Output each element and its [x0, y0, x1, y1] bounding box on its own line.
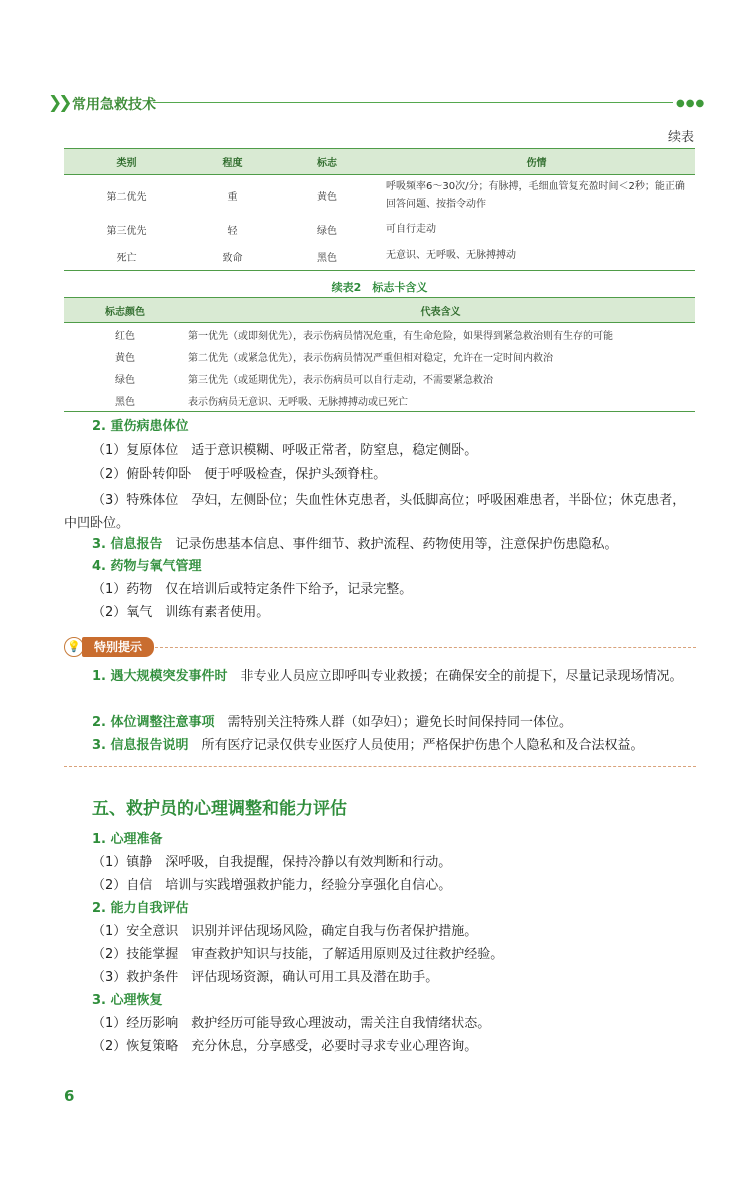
section-heading: 2. 能力自我评估: [92, 901, 189, 916]
list-item: （2）自信 培训与实践增强救护能力，经验分享强化自信心。: [92, 878, 452, 893]
table-row: [64, 243, 695, 271]
table-cell: 呼吸频率6～30次/分；有脉搏，毛细血管复充盈时间＜2秒；能正确回答问题、按指令动作: [386, 180, 685, 210]
table-cell: 致命: [222, 252, 243, 264]
section-heading: 1. 心理准备: [92, 832, 163, 847]
table-cell: 第二优先（或紧急优先），表示伤病员情况严重但相对稳定，允许在一定时间内救治: [188, 352, 553, 364]
header-rule: [153, 102, 673, 103]
table-row: [64, 345, 695, 367]
list-item: （1）镇静 深呼吸，自我提醒，保持冷静以有效判断和行动。: [92, 855, 452, 870]
tag-meaning-table: [64, 297, 695, 412]
table-cell: 红色: [115, 330, 135, 342]
page-number: 6: [64, 1087, 75, 1105]
table-cell: 表示伤病员无意识、无呼吸、无脉搏搏动或已死亡: [188, 396, 408, 408]
list-item: （2）恢复策略 充分休息，分享感受，必要时寻求专业心理咨询。: [92, 1039, 478, 1054]
section-title: 五、救护员的心理调整和能力评估: [92, 799, 347, 819]
chevron-right-icon: ❯❯: [48, 93, 69, 113]
col-header: 类别: [64, 149, 189, 175]
table-cell: 第一优先（或即刻优先），表示伤病员情况危重，有生命危险，如果得到紧急救治则有生存的可能: [188, 330, 613, 342]
table-cell: 第三优先: [106, 226, 147, 237]
list-item: （1）经历影响 救护经历可能导致心理波动，需关注自我情绪状态。: [92, 1016, 491, 1031]
table-row: [64, 217, 695, 243]
table-cell: 第三优先（或延期优先），表示伤病员可以自行走动，不需要紧急救治: [188, 374, 493, 386]
header-dots: ●●●: [676, 98, 706, 109]
table-row: [64, 175, 695, 217]
table-cell: 第二优先: [106, 192, 147, 204]
tip-item: 2. 体位调整注意事项 需特别关注特殊人群（如孕妇）；避免长时间保持同一体位。: [92, 715, 573, 730]
tip-item: 1. 遇大规模突发事件时 非专业人员应立即呼叫专业救援；在确保安全的前提下，尽量记录现场情况。: [92, 669, 683, 684]
lightbulb-icon: 💡: [64, 637, 84, 657]
table-cell: 黄色: [115, 352, 135, 364]
col-header: 标志: [276, 149, 378, 175]
continued-label: 续表: [667, 130, 694, 145]
table-caption: 续表2 标志卡含义: [331, 281, 428, 294]
tip-bottom-divider: [64, 766, 696, 767]
paragraph: 3. 信息报告 记录伤患基本信息、事件细节、救护流程、药物使用等，注意保护伤患隐私。: [92, 537, 618, 552]
list-item: （1）药物 仅在培训后或特定条件下给予，记录完整。: [92, 582, 413, 597]
table-cell: 绿色: [317, 226, 337, 237]
table-header-row: [64, 149, 695, 175]
col-header: 伤情: [378, 149, 695, 175]
table-cell: 黑色: [115, 396, 135, 408]
tip-divider: [155, 647, 696, 648]
section-heading: 4. 药物与氧气管理: [92, 559, 202, 574]
col-header: 标志颜色: [64, 298, 186, 323]
list-item: （2）氧气 训练有素者使用。: [92, 605, 270, 620]
table-header-row: [64, 298, 695, 323]
list-item: （2）俯卧转仰卧 便于呼吸检查，保护头颈脊柱。: [92, 467, 387, 482]
running-header-title: 常用急救技术: [72, 97, 156, 113]
table-cell: 无意识、无呼吸、无脉搏搏动: [386, 250, 516, 262]
table-cell: 死亡: [116, 252, 137, 264]
tip-badge: 特别提示: [82, 637, 154, 657]
list-item: （3）救护条件 评估现场资源，确认可用工具及潜在助手。: [92, 970, 439, 985]
section-heading: 2. 重伤病患体位: [92, 419, 189, 434]
table-row: [64, 367, 695, 389]
table-cell: 可自行走动: [386, 223, 436, 235]
table-cell: 重: [227, 192, 238, 204]
col-header: 程度: [189, 149, 276, 175]
table-cell: 黄色: [317, 192, 337, 204]
tip-item: 3. 信息报告说明 所有医疗记录仅供专业医疗人员使用；严格保护伤患个人隐私和及合法权益。: [92, 738, 644, 753]
table-cell: 轻: [227, 226, 238, 237]
table-cell: 黑色: [317, 252, 337, 264]
section-heading: 3. 心理恢复: [92, 993, 163, 1008]
list-item: （1）复原体位 适于意识模糊、呼吸正常者，防窒息，稳定侧卧。: [92, 443, 478, 458]
list-item: （3）特殊体位 孕妇，左侧卧位；失血性休克患者，头低脚高位；呼吸困难患者，半卧位；休克患者，中凹卧位。: [64, 493, 686, 531]
table-cell: 绿色: [115, 374, 135, 386]
list-item: （2）技能掌握 审查救护知识与技能，了解适用原则及过往救护经验。: [92, 947, 504, 962]
list-item: （1）安全意识 识别并评估现场风险，确定自我与伤者保护措施。: [92, 924, 478, 939]
table-row: [64, 323, 695, 346]
col-header: 代表含义: [186, 298, 695, 323]
triage-category-table: [64, 148, 695, 271]
table-row: [64, 389, 695, 412]
